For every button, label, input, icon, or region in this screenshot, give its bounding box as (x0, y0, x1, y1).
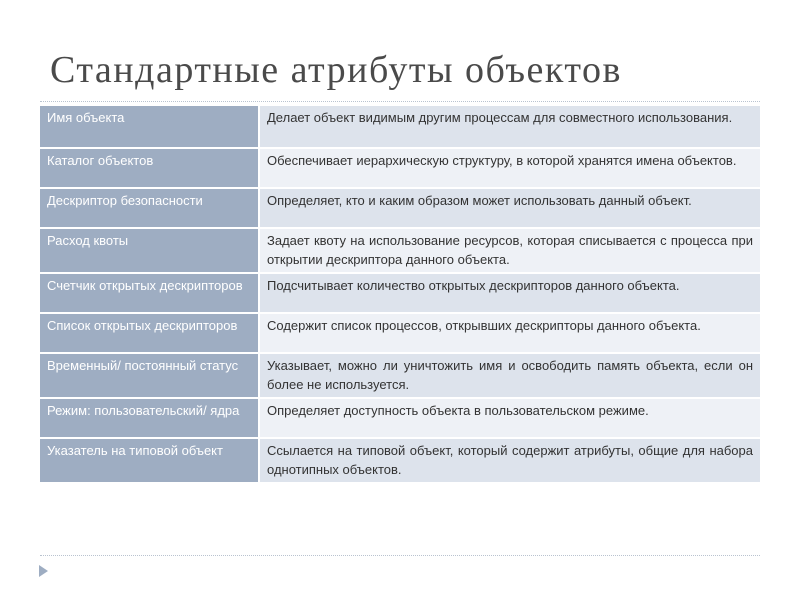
table-row (40, 274, 760, 314)
attributes-table (40, 106, 760, 484)
table-row (40, 399, 760, 439)
triangle-bullet-icon (39, 565, 48, 577)
attribute-description: Делает объект видимым другим процессам для совместного использования. (260, 106, 760, 149)
attribute-description: Содержит список процессов, открывших дескрипторы данного объекта. (260, 314, 760, 354)
table-row (40, 149, 760, 189)
attribute-description: Определяет, кто и каким образом может использовать данный объект. (260, 189, 760, 229)
attribute-description: Обеспечивает иерархическую структуру, в которой хранятся имена объектов. (260, 149, 760, 189)
attribute-name: Счетчик открытых дескрипторов (40, 274, 260, 314)
attribute-description: Ссылается на типовой объект, который содержит атрибуты, общие для набора однотипных объектов. (260, 439, 760, 484)
title-divider (40, 101, 760, 102)
attribute-name: Указатель на типовой объект (40, 439, 260, 484)
attribute-description: Подсчитывает количество открытых дескрипторов данного объекта. (260, 274, 760, 314)
attribute-name: Режим: пользовательский/ ядра (40, 399, 260, 439)
attribute-name: Дескриптор безопасности (40, 189, 260, 229)
attribute-description: Определяет доступность объекта в пользовательском режиме. (260, 399, 760, 439)
attribute-name: Временный/ постоянный статус (40, 354, 260, 399)
attribute-description: Указывает, можно ли уничтожить имя и освободить память объекта, если он более не используется. (260, 354, 760, 399)
table-row (40, 229, 760, 274)
table-row (40, 189, 760, 229)
slide-title: Стандартные атрибуты объектов (50, 49, 622, 91)
attribute-name: Расход квоты (40, 229, 260, 274)
table-row (40, 106, 760, 149)
table-row (40, 439, 760, 484)
attribute-description: Задает квоту на использование ресурсов, которая списывается с процесса при открытии дескриптора данного объекта. (260, 229, 760, 274)
attribute-name: Список открытых дескрипторов (40, 314, 260, 354)
attribute-name: Имя объекта (40, 106, 260, 149)
table-row (40, 314, 760, 354)
table-row (40, 354, 760, 399)
attribute-name: Каталог объектов (40, 149, 260, 189)
footer-divider (40, 555, 760, 556)
